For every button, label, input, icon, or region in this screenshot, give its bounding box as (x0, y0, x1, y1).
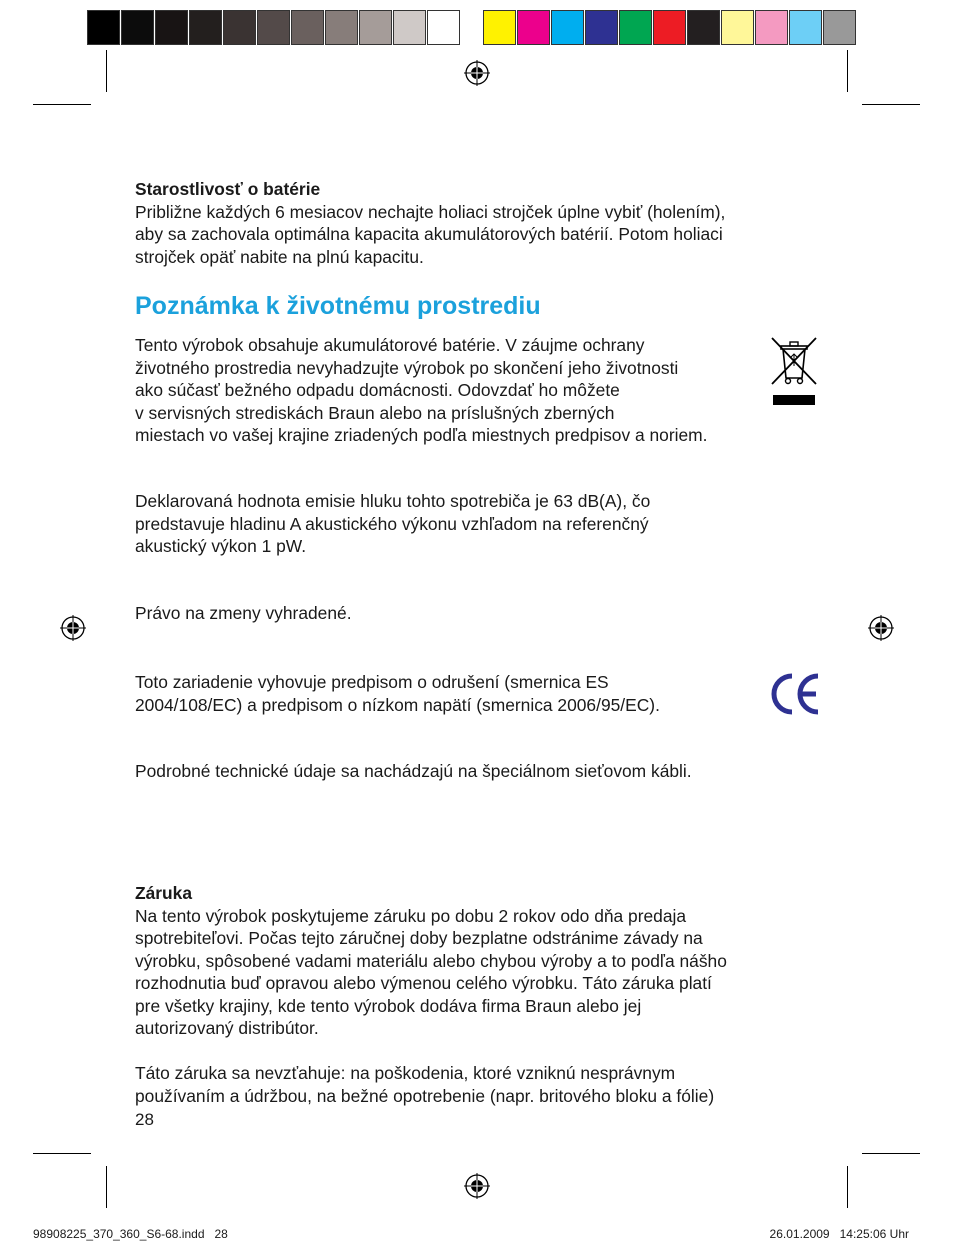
battery-heading: Starostlivosť o batérie (135, 179, 321, 199)
color-swatch (257, 10, 290, 45)
compliance-line: 2004/108/EC) a predpisom o nízkom napätí (smernica 2006/95/EC). (135, 694, 660, 715)
color-swatch (517, 10, 550, 45)
technical-text: Podrobné technické údaje sa nachádzajú na špeciálnom sieťovom kábli. (135, 761, 692, 781)
environment-line: v servisných strediskách Braun alebo na príslušných zberných (135, 402, 615, 423)
process-color-bar (483, 10, 857, 47)
warranty-line: autorizovaný distribútor. (135, 1018, 319, 1038)
color-swatch (687, 10, 720, 45)
crop-mark (847, 50, 848, 92)
color-swatch (155, 10, 188, 45)
registration-mark-icon (60, 615, 86, 641)
color-swatch (427, 10, 460, 45)
color-swatch (189, 10, 222, 45)
battery-section (135, 178, 725, 268)
registration-mark-icon (464, 1173, 490, 1199)
color-swatch (223, 10, 256, 45)
registration-mark-icon (868, 615, 894, 641)
crossed-out-bin-icon (768, 336, 820, 408)
environment-heading: Poznámka k životnému prostrediu (135, 292, 541, 320)
color-swatch (653, 10, 686, 45)
rights-text: Právo na zmeny vyhradené. (135, 603, 352, 623)
color-swatch (325, 10, 358, 45)
gray-color-bar (87, 10, 461, 47)
battery-line: aby sa zachovala optimálna kapacita akumulátorových batérií. Potom holiaci (135, 224, 723, 244)
color-swatch (87, 10, 120, 45)
crop-mark (106, 50, 107, 92)
warranty-exclusion-line: používaním a údržbou, na bežné opotrebenie (napr. britového bloku a fólie) (135, 1085, 715, 1106)
noise-line: Deklarovaná hodnota emisie hluku tohto spotrebiča je 63 dB(A), čo (135, 491, 651, 511)
registration-mark-icon (464, 60, 490, 86)
color-swatch (393, 10, 426, 45)
crop-mark (33, 104, 91, 105)
environment-section (135, 334, 707, 447)
slug-filename: 98908225_370_360_S6-68.indd 28 (33, 1227, 228, 1241)
warranty-heading: Záruka (135, 883, 193, 903)
noise-section (135, 490, 650, 558)
environment-line: životného prostredia nevyhadzujte výrobok po skončení jeho životnosti (135, 357, 679, 378)
environment-line: ako súčasť bežného odpadu domácnosti. Odovzdať ho môžete (135, 380, 620, 400)
color-swatch (551, 10, 584, 45)
crop-mark (106, 1166, 107, 1208)
spacer (135, 1040, 727, 1063)
crop-mark (862, 104, 920, 105)
color-swatch (483, 10, 516, 45)
warranty-line: Na tento výrobok poskytujeme záruku po dobu 2 rokov odo dňa predaja (135, 905, 687, 926)
warranty-line: spotrebiteľovi. Počas tejto záručnej doby bezplatne odstránime závady na (135, 928, 703, 948)
page-number: 28 (135, 1110, 154, 1129)
warranty-line: rozhodnutia buď opravou alebo výmenou celého výrobku. Táto záruka platí (135, 973, 712, 993)
slug-date: 26.01.2009 14:25:06 Uhr (769, 1227, 909, 1241)
environment-line: miestach vo vašej krajine zriadených podľa miestnych predpisov a noriem. (135, 425, 708, 445)
battery-line: Približne každých 6 mesiacov nechajte holiaci strojček úplne vybiť (holením), (135, 201, 726, 222)
noise-line: akustický výkon 1 pW. (135, 536, 307, 556)
color-swatch (619, 10, 652, 45)
battery-line: strojček opäť nabite na plnú kapacitu. (135, 246, 424, 267)
environment-line: Tento výrobok obsahuje akumulátorové batérie. V záujme ochrany (135, 335, 645, 355)
color-swatch (585, 10, 618, 45)
warranty-section (135, 882, 727, 1107)
compliance-section (135, 671, 660, 716)
color-swatch (789, 10, 822, 45)
color-swatch (823, 10, 856, 45)
crop-mark (33, 1153, 91, 1154)
ce-mark-icon (768, 670, 822, 718)
noise-line: predstavuje hladinu A akustického výkonu vzhľadom na referenčný (135, 513, 649, 534)
warranty-line: výrobku, spôsobené vadami materiálu alebo chybou výroby a to podľa nášho (135, 950, 727, 971)
warranty-exclusion-line: Táto záruka sa nevzťahuje: na poškodenia, ktoré vzniknú nesprávnym (135, 1063, 676, 1083)
color-swatch (121, 10, 154, 45)
color-swatch (291, 10, 324, 45)
crop-mark (862, 1153, 920, 1154)
color-swatch (721, 10, 754, 45)
warranty-line: pre všetky krajiny, kde tento výrobok dodáva firma Braun alebo jej (135, 995, 642, 1016)
color-swatch (755, 10, 788, 45)
compliance-line: Toto zariadenie vyhovuje predpisom o odrušení (smernica ES (135, 672, 609, 692)
color-swatch (359, 10, 392, 45)
crop-mark (847, 1166, 848, 1208)
